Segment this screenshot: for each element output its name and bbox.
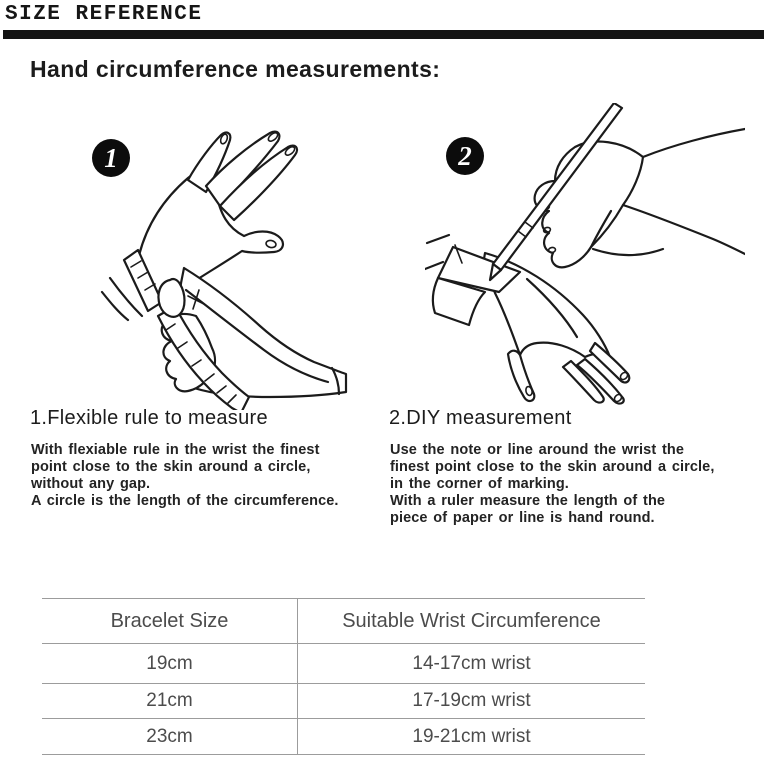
column-header-bracelet-size: Bracelet Size [42, 599, 298, 643]
flexible-tape-measure-illustration [100, 120, 350, 410]
step-2-title: 2.DIY measurement [389, 407, 572, 429]
step-1-description [31, 442, 339, 510]
table-row [42, 719, 645, 755]
column-header-wrist-circumference: Suitable Wrist Circumference [342, 609, 601, 632]
step-2-description [390, 442, 714, 527]
step-2-line: With a ruler measure the length of the [390, 493, 666, 509]
step-1-title: 1.Flexible rule to measure [30, 407, 268, 429]
step-1-number-badge: 1 [92, 139, 130, 177]
size-table-header-row [42, 599, 645, 644]
page-title: SIZE REFERENCE [5, 3, 203, 26]
writing-hand [535, 129, 745, 267]
step-2-line: Use the note or line around the wrist the [390, 442, 685, 458]
bracelet-size-cell: 23cm [42, 719, 298, 754]
step-1-line: With flexiable rule in the wrist the finest [31, 442, 320, 458]
wrist-circumference-cell: 14-17cm wrist [412, 652, 531, 674]
section-heading: Hand circumference measurements: [30, 56, 441, 82]
bracelet-size-cell: 21cm [42, 684, 298, 718]
diy-measurement-illustration [425, 103, 745, 405]
bracelet-size-cell: 19cm [42, 644, 298, 683]
step-2-line: finest point close to the skin around a circle, [390, 459, 715, 475]
step-1-line: without any gap. [31, 476, 151, 492]
size-table [42, 598, 645, 755]
step-2-number-badge: 2 [446, 137, 484, 175]
title-underline-bar [3, 30, 764, 39]
step-2-line: in the corner of marking. [390, 476, 569, 492]
step-1-line: A circle is the length of the circumference. [31, 493, 339, 509]
table-row [42, 644, 645, 684]
wrist-circumference-cell: 19-21cm wrist [412, 725, 531, 747]
table-row [42, 684, 645, 719]
wrist-circumference-cell: 17-19cm wrist [412, 690, 531, 711]
step-1-line: point close to the skin around a circle, [31, 459, 311, 475]
step-2-line: piece of paper or line is hand round. [390, 510, 655, 526]
